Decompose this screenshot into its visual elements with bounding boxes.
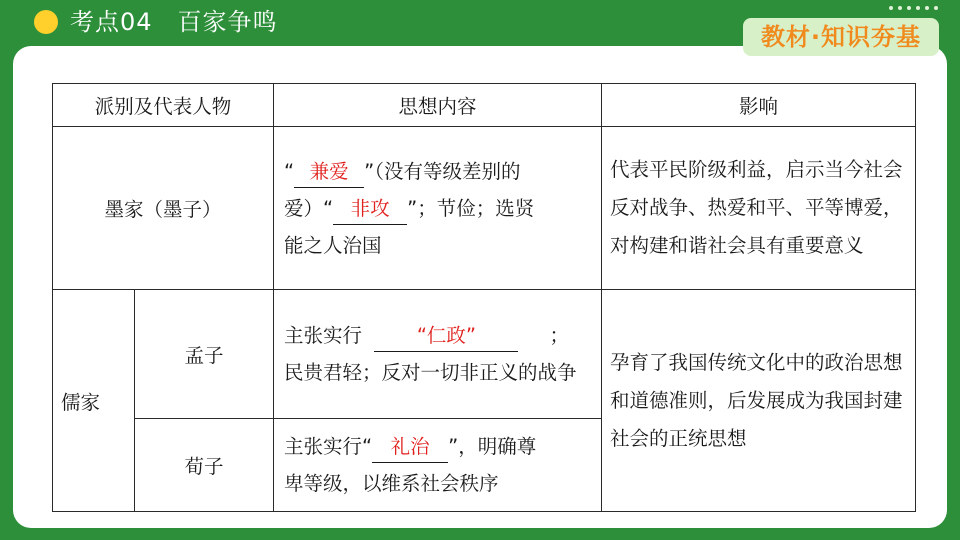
content-line [284, 317, 593, 354]
influence-rujia: 孕育了我国传统文化中的政治思想和道德准则，后发展成为我国封建社会的正统思想 [602, 290, 916, 512]
decorative-dots [889, 6, 938, 10]
text-fragment: ”；节俭；选贤 [407, 196, 535, 220]
table-row-mojia [53, 127, 916, 290]
text-fragment: ； [549, 324, 569, 347]
text-fragment: 主张实行 [284, 324, 363, 347]
person-mengzi: 孟子 [135, 290, 274, 419]
text-fragment: 主张实行“ [284, 435, 373, 458]
content-line: 能之人治国 [284, 233, 382, 257]
header-influence: 影响 [602, 84, 916, 127]
influence-mojia: 代表平民阶级利益，启示当今社会反对战争、热爱和平、平等博爱，对构建和谐社会具有重要意义 [602, 127, 916, 290]
text-fragment: “ [284, 159, 295, 183]
comparison-table [52, 83, 916, 512]
content-line: 卑等级，以维系社会秩序 [284, 472, 499, 495]
answer-blank: 礼治 [372, 432, 448, 463]
content-line [284, 153, 593, 190]
answer-blank: 非攻 [333, 194, 407, 225]
content-line [284, 428, 593, 465]
content-line: 民贵君轻；反对一切非正义的战争 [284, 361, 577, 384]
table-header-row [53, 84, 916, 127]
school-rujia: 儒家 [53, 290, 135, 512]
page-title: 考点04 百家争鸣 [70, 8, 278, 36]
bullet-dot-icon [34, 10, 58, 34]
school-mojia: 墨家（墨子） [53, 127, 274, 290]
section-badge: 教材·知识夯基 [743, 18, 939, 56]
text-fragment: ”（没有等级差别的 [364, 159, 521, 183]
text-fragment: 爱）“ [284, 196, 334, 220]
answer-blank: “仁政” [374, 321, 518, 352]
answer-blank: 兼爱 [294, 157, 364, 188]
text-fragment: ”，明确尊 [448, 435, 537, 458]
content-xunzi [274, 419, 602, 512]
content-mengzi [274, 290, 602, 419]
header-school: 派别及代表人物 [53, 84, 274, 127]
content-mojia [274, 127, 602, 290]
header-content: 思想内容 [274, 84, 602, 127]
content-line [284, 190, 593, 227]
person-xunzi: 荀子 [135, 419, 274, 512]
table-row-mengzi [53, 290, 916, 419]
